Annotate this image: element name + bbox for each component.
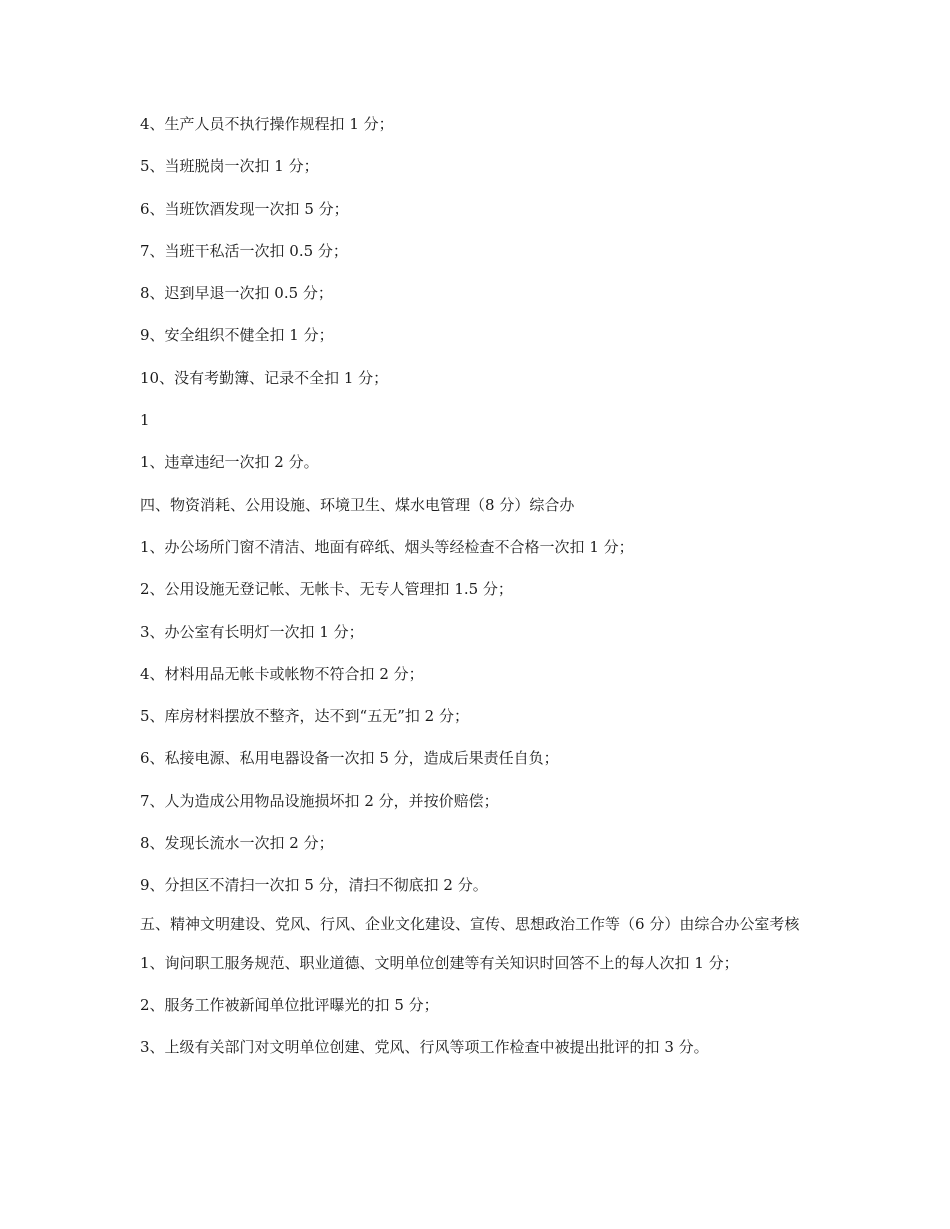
page-number: 1: [140, 411, 150, 430]
list-item: 9、分担区不清扫一次扣 5 分，清扫不彻底扣 2 分。: [140, 876, 488, 895]
list-item: 3、上级有关部门对文明单位创建、党风、行风等项工作检查中被提出批评的扣 3 分。: [140, 1038, 709, 1057]
list-item: 8、发现长流水一次扣 2 分；: [140, 834, 334, 853]
list-item: 1、违章违纪一次扣 2 分。: [140, 453, 319, 472]
list-item: 2、服务工作被新闻单位批评曝光的扣 5 分；: [140, 995, 439, 1014]
list-item: 6、私接电源、私用电器设备一次扣 5 分，造成后果责任自负；: [140, 749, 559, 768]
list-item: 6、当班饮酒发现一次扣 5 分；: [140, 199, 349, 218]
list-item: 1、办公场所门窗不清洁、地面有碎纸、烟头等经检查不合格一次扣 1 分；: [140, 537, 634, 556]
section-heading: 四、物资消耗、公用设施、环境卫生、煤水电管理（8 分）综合办: [140, 495, 575, 514]
list-item: 10、没有考勤簿、记录不全扣 1 分；: [140, 368, 389, 387]
list-item: 4、生产人员不执行操作规程扣 1 分；: [140, 115, 394, 133]
list-item: 2、公用设施无登记帐、无帐卡、无专人管理扣 1.5 分；: [140, 580, 513, 599]
document-body: [140, 110, 820, 1076]
list-item: 3、办公室有长明灯一次扣 1 分；: [140, 622, 364, 641]
list-item: 9、安全组织不健全扣 1 分；: [140, 326, 334, 345]
list-item: 5、库房材料摆放不整齐，达不到“五无”扣 2 分；: [140, 707, 469, 726]
list-item: 5、当班脱岗一次扣 1 分；: [140, 157, 319, 176]
section-heading: 五、精神文明建设、党风、行风、企业文化建设、宣传、思想政治工作等（6 分）由综合办公室考核: [140, 914, 800, 933]
list-item: 4、材料用品无帐卡或帐物不符合扣 2 分；: [140, 664, 424, 683]
list-item: 7、人为造成公用物品设施损坏扣 2 分，并按价赔偿；: [140, 791, 499, 810]
list-item: 7、当班干私活一次扣 0.5 分；: [140, 241, 348, 260]
list-item: 8、迟到早退一次扣 0.5 分；: [140, 284, 333, 303]
list-item: 1、询问职工服务规范、职业道德、文明单位创建等有关知识时回答不上的每人次扣 1 分；: [140, 953, 739, 972]
